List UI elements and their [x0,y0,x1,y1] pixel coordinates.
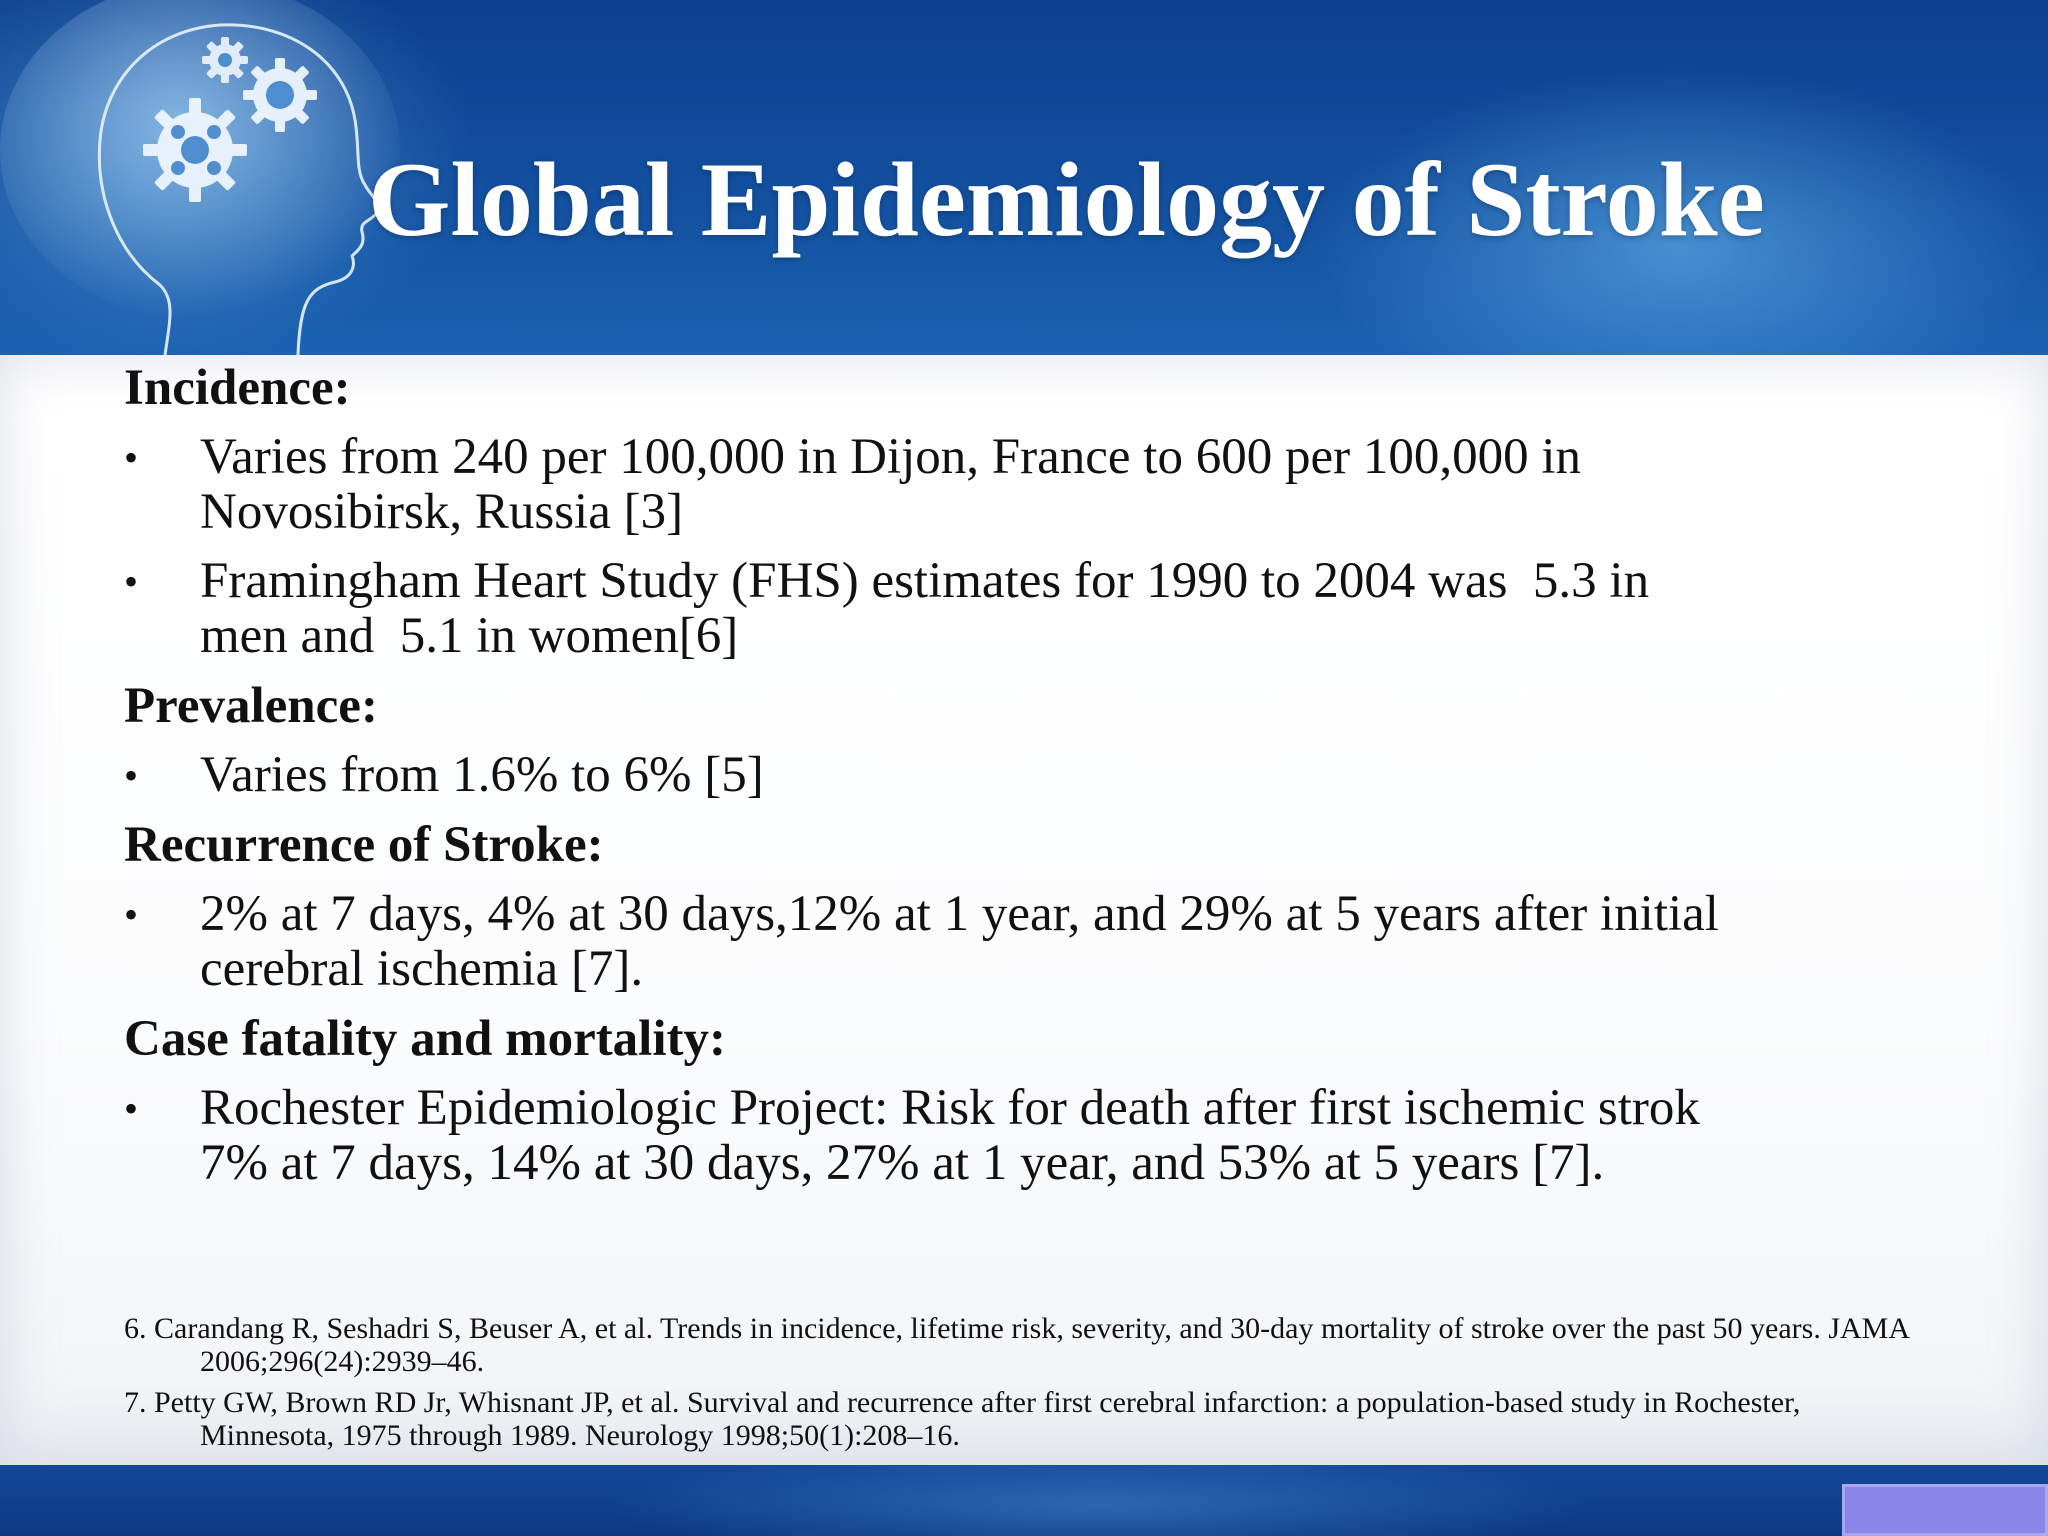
bullet-icon: • [124,753,139,798]
slide-title: Global Epidemiology of Stroke [368,141,1765,258]
slide-nav-control[interactable] [1842,1484,2048,1536]
bullet-text: 2% at 7 days, 4% at 30 days,12% at 1 year, and 29% at 5 years after initial cerebral ischemia [7]. [200,886,1719,997]
bullet-text: Rochester Epidemiologic Project: Risk for death after first ischemic strok 7% at 7 days, 14% at 30 days, 27% at 1 year, and 53% at 5 years [7]. [200,1080,1700,1191]
section-heading-incidence: Incidence: [124,360,351,416]
bullet-item [124,1081,2004,1191]
bullet-item [124,554,2004,664]
references [124,1312,1924,1460]
reference-item: 7. Petty GW, Brown RD Jr, Whisnant JP, et al. Survival and recurrence after first cerebral infarction: a population-based study in Rochester, Minnesota, 1975 through 1989. Neurology 1998;50(1):208–16. [124,1386,1801,1452]
section-heading-case-fatality: Case fatality and mortality: [124,1011,726,1067]
head-with-gears-icon [0,0,420,355]
section-heading-recurrence: Recurrence of Stroke: [124,817,604,873]
bullet-text: Framingham Heart Study (FHS) estimates for 1990 to 2004 was 5.3 in men and 5.1 in women[6] [200,553,1650,664]
bullet-item [124,748,2004,803]
header-band [0,0,2048,355]
bullet-text: Varies from 1.6% to 6% [5] [200,747,764,803]
bullet-icon: • [124,892,139,937]
bullet-item [124,430,2004,540]
reference-item: 6. Carandang R, Seshadri S, Beuser A, et al. Trends in incidence, lifetime risk, severity, and 30-day mortality of stroke over the past 50 years. JAMA 2006;296(24):2939–46. [124,1312,1909,1378]
section-heading-prevalence: Prevalence: [124,678,378,734]
bullet-icon: • [124,559,139,604]
bullet-item [124,887,2004,997]
slide-content [124,360,2004,1205]
bullet-icon: • [124,435,139,480]
bullet-text: Varies from 240 per 100,000 in Dijon, France to 600 per 100,000 in Novosibirsk, Russia [3] [200,429,1582,540]
footer-band [0,1465,2048,1536]
bullet-icon: • [124,1086,139,1131]
